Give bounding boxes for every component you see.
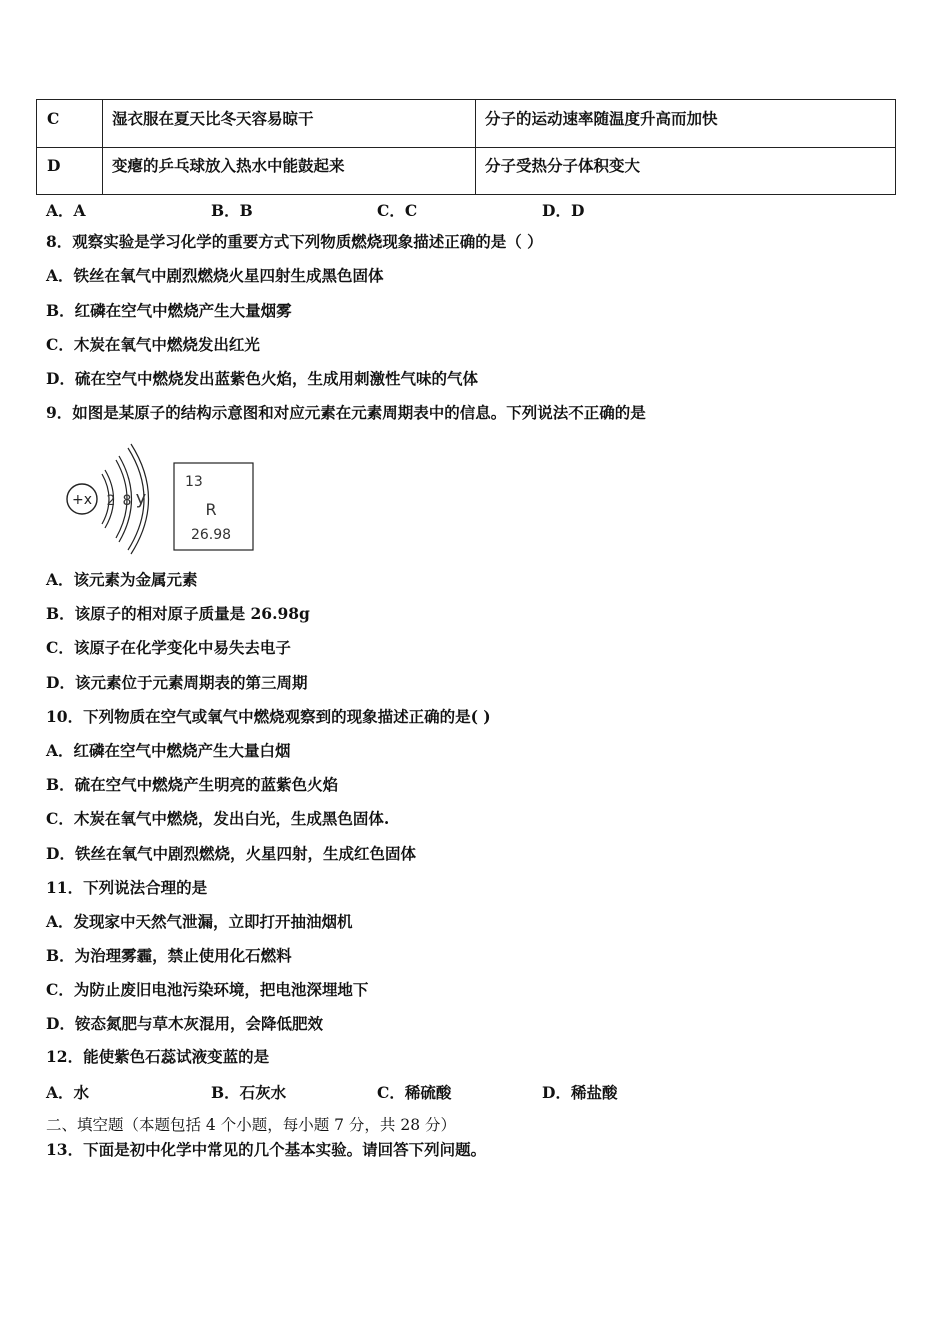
- element-symbol: R: [205, 500, 217, 519]
- nucleus-label: +x: [71, 492, 93, 508]
- table-row: [37, 100, 895, 148]
- row-explanation: 分子的运动速率随温度升高而加快: [485, 109, 718, 128]
- q8-stem: 8．观察实验是学习化学的重要方式下列物质燃烧现象描述正确的是（ ）: [46, 232, 543, 251]
- q10-option-d: D．铁丝在氧气中剧烈燃烧，火星四射，生成红色固体: [46, 844, 416, 863]
- element-mass: 26.98: [190, 527, 232, 543]
- q10-stem: 10．下列物质在空气或氧气中燃烧观察到的现象描述正确的是( ): [46, 707, 491, 726]
- q8-option-d: D．硫在空气中燃烧发出蓝紫色火焰，生成用刺激性气味的气体: [46, 369, 478, 388]
- element-number: 13: [185, 474, 203, 490]
- q12-stem: 12．能使紫色石蕊试液变蓝的是: [46, 1047, 270, 1066]
- q12-option-b: B．石灰水: [211, 1083, 287, 1102]
- shell-1-count: 2: [106, 493, 116, 509]
- section-title: 二、填空题（本题包括 4 个小题，每小题 7 分，共 28 分）: [46, 1116, 457, 1134]
- q11-option-c: C．为防止废旧电池污染环境，把电池深埋地下: [46, 980, 369, 999]
- option-a: A．A: [46, 201, 86, 220]
- q9-stem: 9．如图是某原子的结构示意图和对应元素在元素周期表中的信息。下列说法不正确的是: [46, 403, 646, 422]
- shell-3-count: y: [135, 488, 147, 509]
- q12-option-d: D．稀盐酸: [542, 1083, 618, 1102]
- row-explanation: 分子受热分子体积变大: [485, 156, 641, 175]
- q10-option-c: C．木炭在氧气中燃烧，发出白光，生成黑色固体.: [46, 809, 390, 828]
- shell-2-count: 8: [122, 493, 132, 509]
- q8-option-a: A．铁丝在氧气中剧烈燃烧火星四射生成黑色固体: [46, 266, 384, 285]
- option-b: B．B: [211, 201, 253, 220]
- q8-option-b: B．红磷在空气中燃烧产生大量烟雾: [46, 301, 292, 320]
- q11-option-b: B．为治理雾霾，禁止使用化石燃料: [46, 946, 292, 965]
- q8-option-c: C．木炭在氧气中燃烧发出红光: [46, 335, 260, 354]
- q10-option-a: A．红磷在空气中燃烧产生大量白烟: [46, 741, 291, 760]
- q11-stem: 11．下列说法合理的是: [46, 878, 208, 897]
- table-row: [37, 147, 895, 194]
- atom-structure-figure: [56, 440, 256, 555]
- q10-option-b: B．硫在空气中燃烧产生明亮的蓝紫色火焰: [46, 775, 339, 794]
- q12-option-c: C．稀硫酸: [377, 1083, 452, 1102]
- row-label: D: [37, 147, 103, 194]
- row-label: C: [37, 100, 103, 147]
- atom-diagram: [56, 440, 256, 555]
- q11-option-d: D．铵态氮肥与草木灰混用，会降低肥效: [46, 1014, 323, 1033]
- q12-options: [46, 1081, 746, 1101]
- q9-option-c: C．该原子在化学变化中易失去电子: [46, 638, 291, 657]
- q9-option-d: D．该元素位于元素周期表的第三周期: [46, 673, 308, 692]
- q13-stem: 13．下面是初中化学中常见的几个基本实验。请回答下列问题。: [46, 1140, 487, 1159]
- q7-options: [46, 199, 746, 219]
- option-c: C．C: [377, 201, 418, 220]
- q9-option-b: B．该原子的相对原子质量是 26.98g: [46, 604, 310, 623]
- q9-option-a: A．该元素为金属元素: [46, 570, 198, 589]
- comparison-table: [36, 99, 896, 195]
- q12-option-a: A．水: [46, 1083, 90, 1102]
- row-phenomenon: 湿衣服在夏天比冬天容易晾干: [103, 100, 476, 147]
- row-phenomenon: 变瘪的乒乓球放入热水中能鼓起来: [103, 147, 476, 194]
- q11-option-a: A．发现家中天然气泄漏，立即打开抽油烟机: [46, 912, 353, 931]
- option-d: D．D: [542, 201, 585, 220]
